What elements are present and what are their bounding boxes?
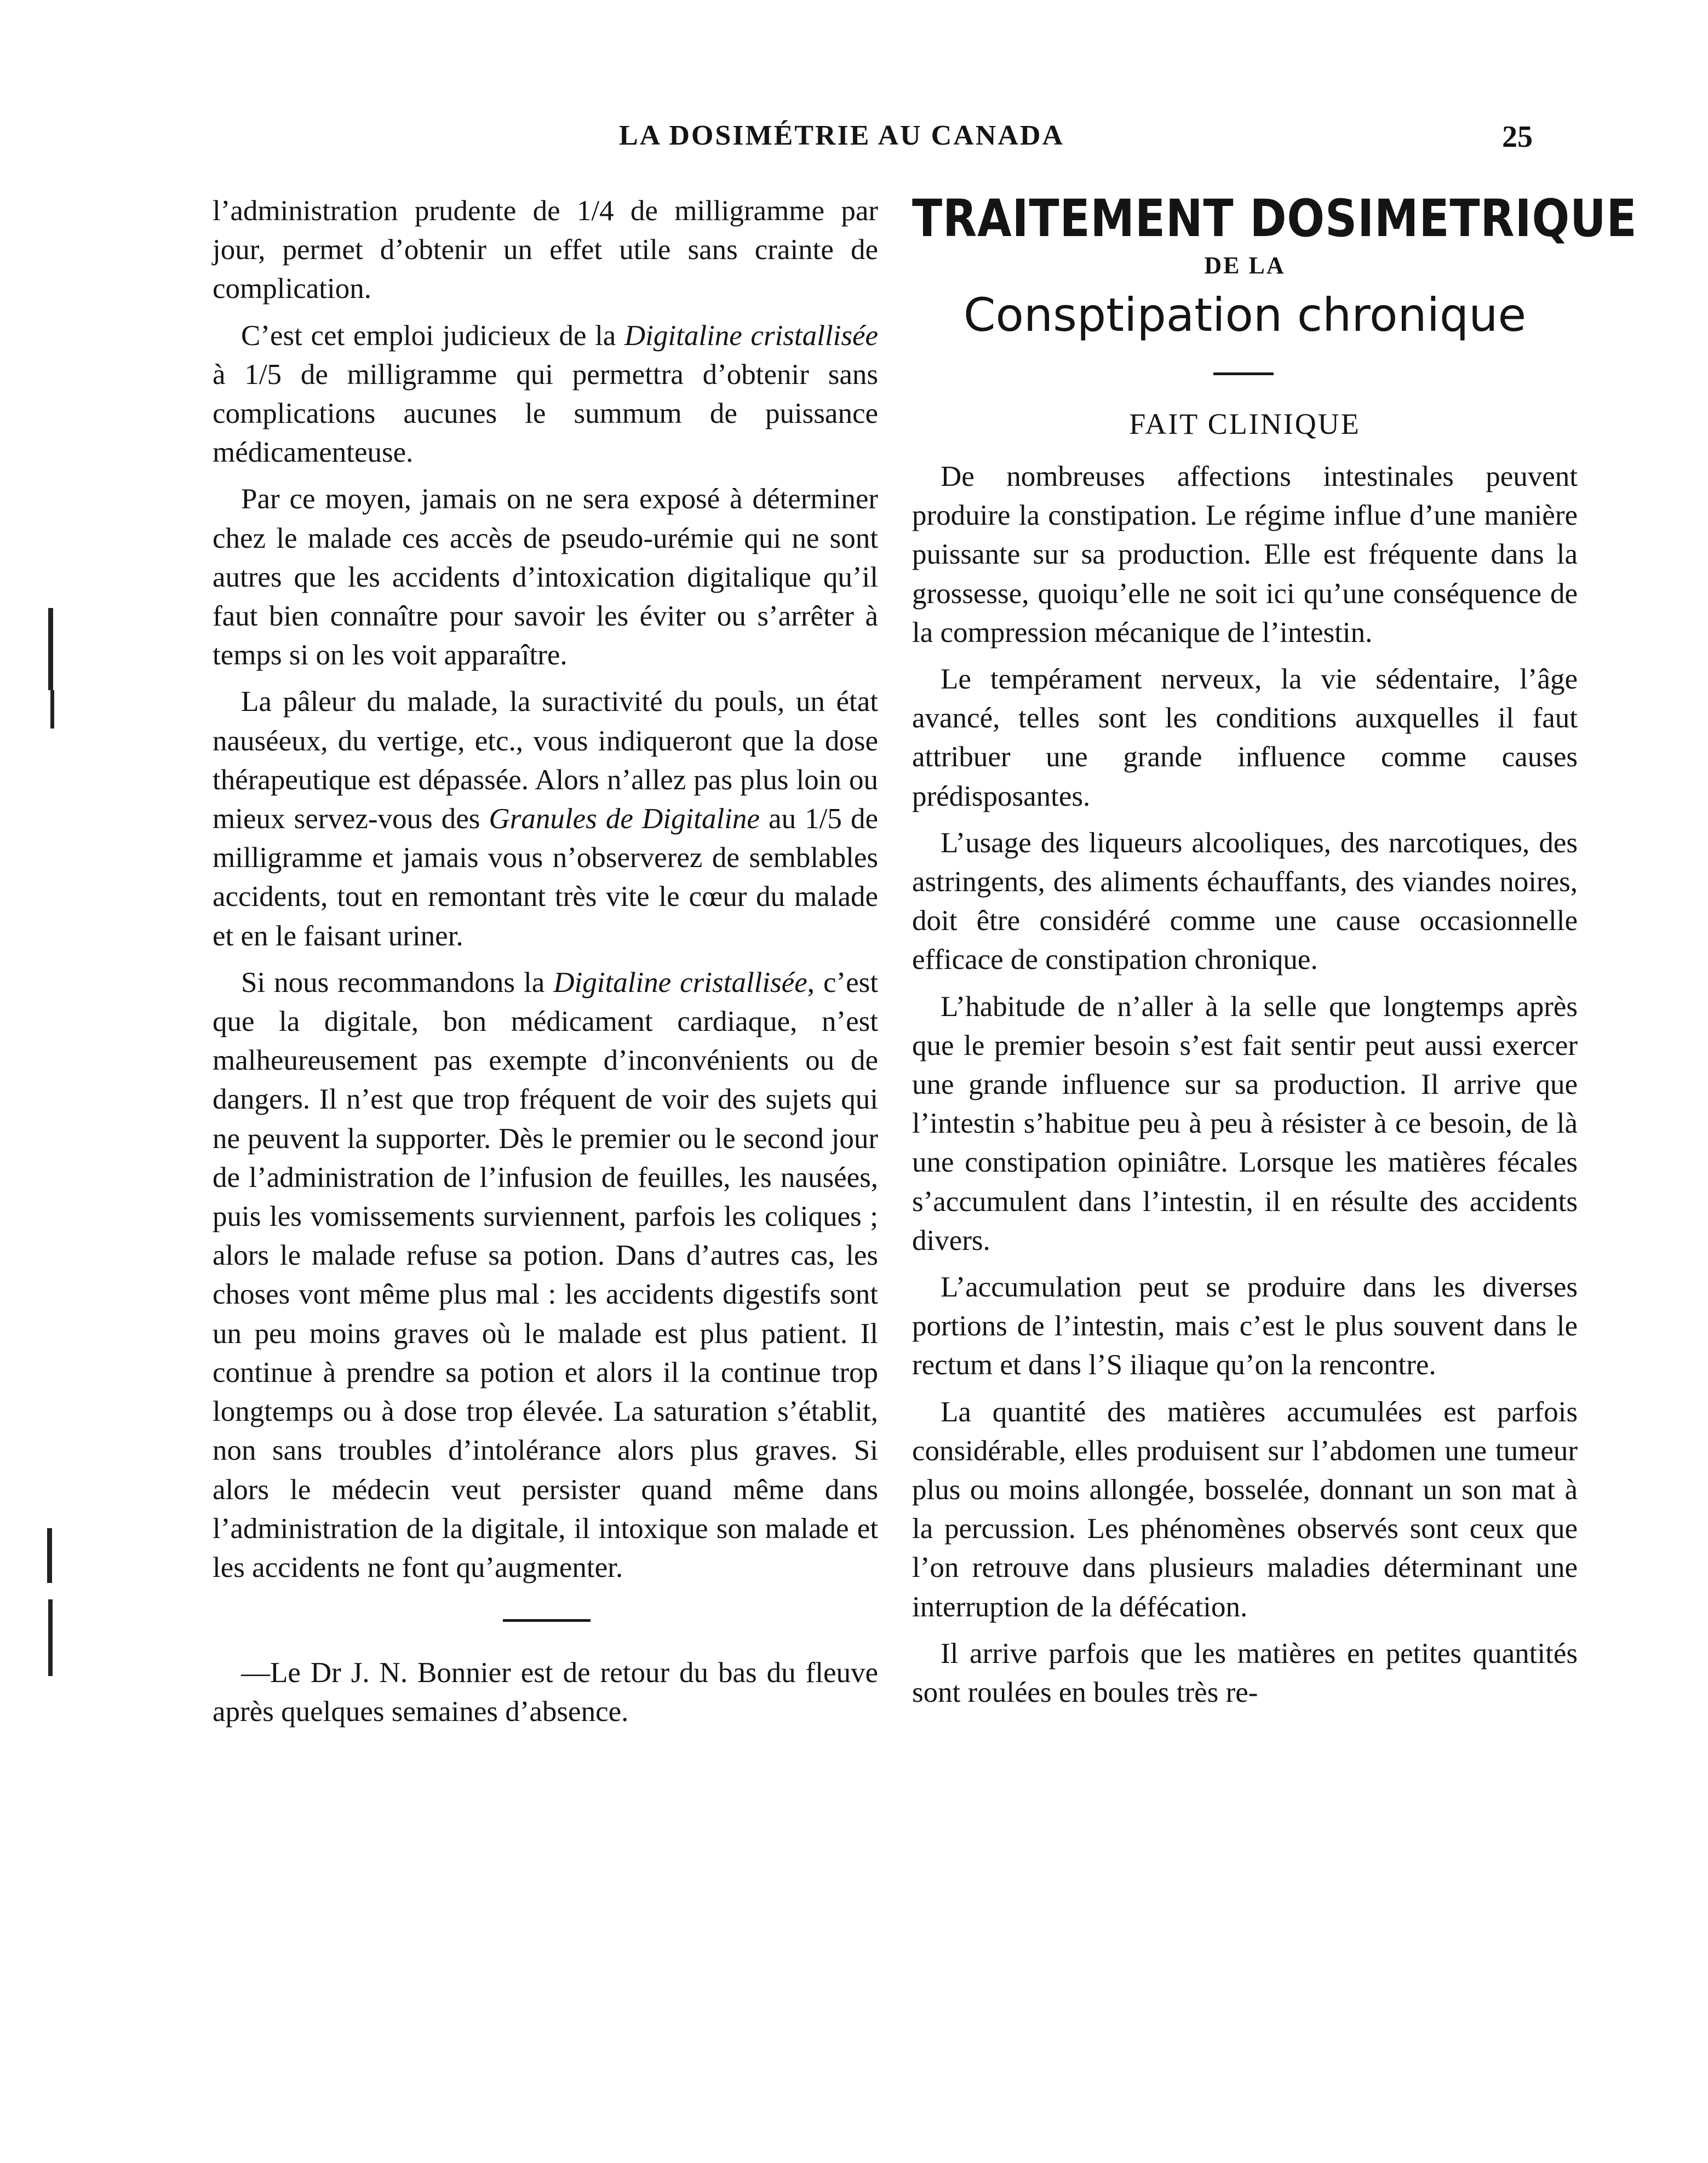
text-run: C’est cet emploi judicieux de la — [241, 319, 624, 352]
right-paragraph-2: Le tempérament nerveux, la vie sédentaire, l’âge avancé, telles sont les conditions auxquelles il faut attribuer une grande influence comme causes prédisposantes. — [912, 663, 1578, 812]
article-title-connector: DE LA — [1204, 252, 1286, 279]
right-paragraph-3: L’usage des liqueurs alcooliques, des narcotiques, des astringents, des aliments échauffants, des viandes noires, doit être considéré comme une cause occasionnelle efficace de constipation chronique. — [912, 827, 1578, 976]
left-paragraph-3: Par ce moyen, jamais on ne sera exposé à déterminer chez le malade ces accès de pseudo-urémie qui ne sont autres que les accidents d’intoxication digitalique qu’il faut bien connaître pour savoir les éviter ou s’arrêter à temps si on les voit apparaître. — [213, 483, 878, 672]
italic-run: Digitaline cristallisée — [553, 966, 807, 999]
binding-mark-upper-2 — [50, 690, 54, 728]
right-paragraph-1: De nombreuses affections intestinales peuvent produire la constipation. Le régime influe d’une manière puissante sur sa production. Elle est fréquente dans la grossesse, quoiqu’elle ne soit ici qu’une conséquence de la compression mécanique de l’intestin. — [912, 461, 1578, 649]
left-paragraph-2 — [213, 317, 878, 473]
text-run: La pâleur du malade, la suractivité du pouls, un état nauséeux, du vertige, etc., vous indiqueront que la dose thérapeutique est dépassée. Alors n’allez pas plus loin ou mieux servez-vous des — [213, 686, 878, 835]
binding-mark-upper — [48, 608, 53, 690]
running-title: LA DOSIMÉTRIE AU CANADA — [619, 120, 1064, 151]
text-run: au 1/5 de milligramme et jamais vous n’observerez de semblables accidents, tout en remontant très vite le cœur du malade et en le faisant uriner. — [213, 803, 879, 952]
right-paragraph-5: L’accumulation peut se produire dans les diverses portions de l’intestin, mais c’est le plus souvent dans le rectum et dans l’S iliaque qu’on la rencontre. — [912, 1271, 1578, 1381]
right-paragraph-7: Il arrive parfois que les matières en petites quantités sont roulées en boules très re- — [912, 1637, 1578, 1709]
text-run: , c’est que la digitale, bon médicament cardiaque, n’est malheureusement pas exempte d’inconvénients ou de dangers. Il n’est que trop fréquent de voir des sujets qui ne peuvent la supporter. Dès le premier ou le second jour de l’administration de l’infusion de feuilles, les nausées, puis les vomissements surviennent, parfois les coliques ; alors le malade refuse sa potion. Dans d’autres cas, les choses vont même plus mal : les accidents digestifs sont un peu moins graves où le malade est plus patient. Il continue à prendre sa potion et alors il la continue trop longtemps ou à dose trop élevée. La saturation s’établit, non sans troubles d’intolérance alors plus graves. Si alors le médecin veut persister quand même dans l’administration de la digitale, il intoxique son malade et les accidents ne font qu’augmenter. — [213, 966, 878, 1583]
page-number: 25 — [1502, 120, 1533, 154]
news-note: —Le Dr J. N. Bonnier est de retour du bas du fleuve après quelques semaines d’absence. — [213, 1657, 878, 1728]
left-column — [213, 192, 878, 1732]
left-paragraph-4 — [213, 682, 878, 955]
section-heading: FAIT CLINIQUE — [1129, 408, 1361, 440]
left-paragraph-1: l’administration prudente de 1/4 de milligramme par jour, permet d’obtenir un effet utile sans crainte de complication. — [213, 195, 878, 305]
binding-mark-lower-2 — [48, 1599, 53, 1676]
italic-run: Digitaline cristallisée — [624, 319, 878, 352]
article-title: TRAITEMENT DOSIMETRIQUE — [912, 189, 1637, 249]
binding-mark-lower — [47, 1528, 52, 1583]
text-run: Si nous recommandons la — [241, 966, 554, 999]
article-subtitle: Consptipation chronique — [963, 288, 1527, 342]
title-divider — [1213, 372, 1274, 375]
right-paragraph-6: La quantité des matières accumulées est parfois considérable, elles produisent sur l’abdomen une tumeur plus ou moins allongée, bosselée, donnant un son mat à la percussion. Les phénomènes observés sont ceux que l’on retrouve dans plusieurs maladies déterminant une interruption de la défécation. — [912, 1396, 1578, 1623]
right-column — [912, 189, 1637, 1712]
section-divider — [503, 1619, 591, 1622]
text-run: à 1/5 de milligramme qui permettra d’obtenir sans complications aucunes le summum de puissance médicamenteuse. — [213, 358, 878, 469]
italic-run: Granules de Digitaline — [489, 803, 760, 835]
left-paragraph-5 — [213, 963, 878, 1587]
right-paragraph-4: L’habitude de n’aller à la selle que longtemps après que le premier besoin s’est fait sentir peut aussi exercer une grande influence sur sa production. Il arrive que l’intestin s’habitue peu à peu à résister à ce besoin, de là une constipation opiniâtre. Lorsque les matières fécales s’accumulent dans l’intestin, il en résulte des accidents divers. — [912, 990, 1578, 1257]
